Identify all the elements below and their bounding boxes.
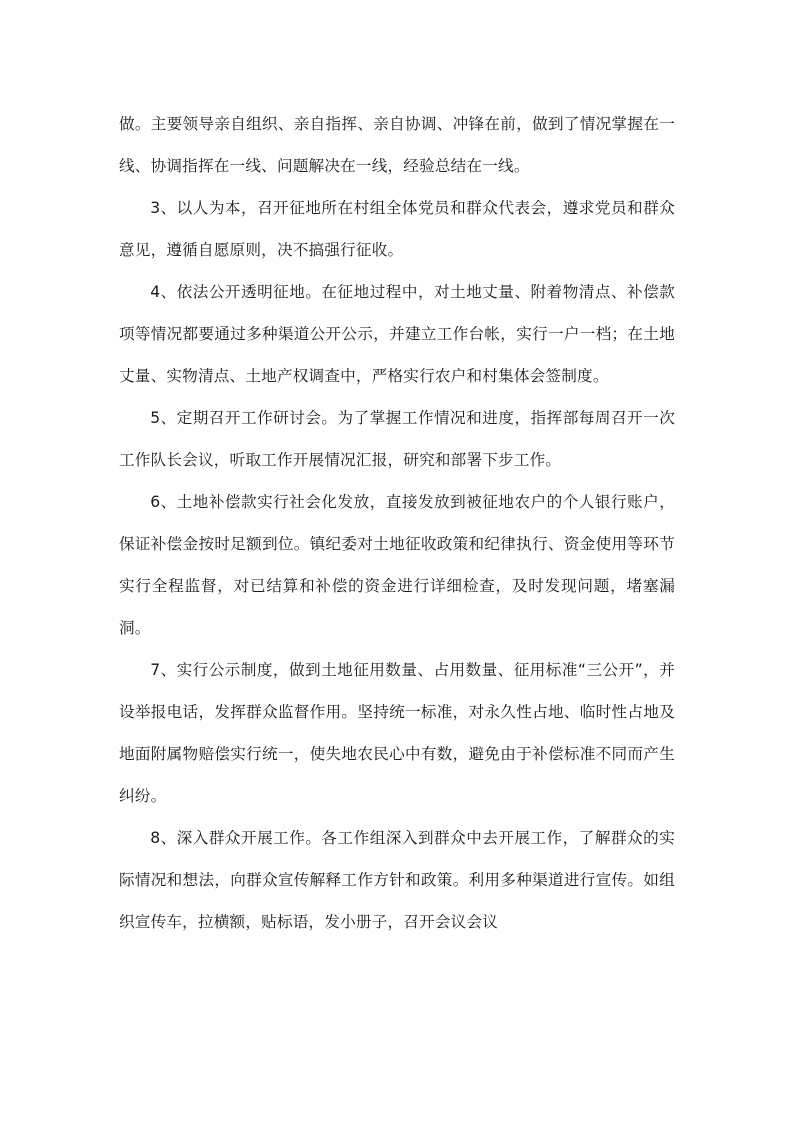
paragraph-item-4: 4、依法公开透明征地。在征地过程中，对土地丈量、附着物清点、补偿款项等情况都要通过多种渠道公开公示，并建立工作台帐，实行一户一档；在土地丈量、实物清点、土地产权调查中，严格实行农户和村集体会签制度。 — [119, 283, 675, 385]
paragraph-continuation: 做。主要领导亲自组织、亲自指挥、亲自协调、冲锋在前，做到了情况掌握在一线、协调指挥在一线、问题解决在一线，经验总结在一线。 — [119, 115, 675, 175]
paragraph-item-7: 7、实行公示制度，做到土地征用数量、占用数量、征用标准“三公开”，并设举报电话，发挥群众监督作用。坚持统一标准，对永久性占地、临时性占地及地面附属物赔偿实行统一，使失地农民心中有数，避免由于补偿标准不同而产生纠纷。 — [119, 661, 675, 805]
paragraph-item-5: 5、定期召开工作研讨会。为了掌握工作情况和进度，指挥部每周召开一次工作队长会议，听取工作开展情况汇报，研究和部署下步工作。 — [119, 409, 675, 469]
document-body — [119, 103, 675, 943]
paragraph-item-3: 3、以人为本，召开征地所在村组全体党员和群众代表会，遵求党员和群众意见，遵循自愿原则，决不搞强行征收。 — [119, 199, 675, 259]
paragraph-item-8: 8、深入群众开展工作。各工作组深入到群众中去开展工作，了解群众的实际情况和想法，向群众宣传解释工作方针和政策。利用多种渠道进行宣传。如组织宣传车，拉横额，贴标语，发小册子，召开会议会议 — [119, 829, 675, 931]
paragraph-item-6: 6、土地补偿款实行社会化发放，直接发放到被征地农户的个人银行账户，保证补偿金按时足额到位。镇纪委对土地征收政策和纪律执行、资金使用等环节实行全程监督，对已结算和补偿的资金进行详细检查，及时发现问题，堵塞漏洞。 — [119, 493, 675, 637]
